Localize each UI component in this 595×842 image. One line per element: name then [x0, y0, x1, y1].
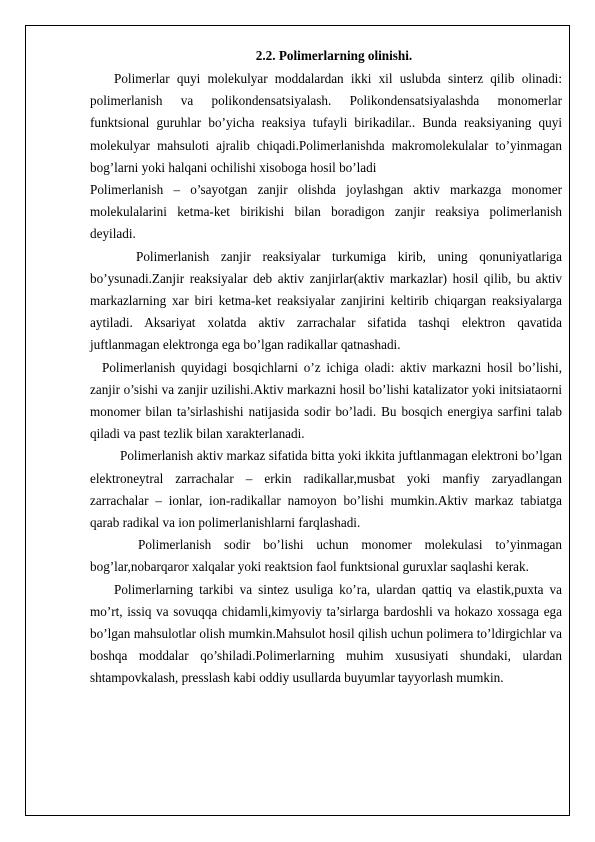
paragraph-active-centers: Polimerlanish aktiv markaz sifatida bitta yoki ikkita juftlanmagan elektroni bo’lgan elektroneytral zarrachalar – erkin radikallar,musbat yoki manfiy zaryadlangan zarrachalar – ionlar, ion-radikallar namoyon bo’lishi mumkin.Aktiv markaz tabiatga qarab radikal va ion polimerlanishlarni farqlashadi.	[90, 448, 562, 531]
paragraph-polymerization-definition: Polimerlanish – o’sayotgan zanjir olishda joylashgan aktiv markazga monomer molekulalarini ketma-ket birikishi bilan boradigon zanjir reaksiya polimerlanish deyiladi.	[90, 182, 562, 242]
paragraph-polymer-properties: Polimerlarning tarkibi va sintez usuliga ko’ra, ulardan qattiq va elastik,puxta va mo’rt, issiq va sovuqqa chidamli,kimyoviy ta’sirlarga bardoshli va hokazo xossaga ega bo’lgan mahsulotlar olish mumkin.Mahsulot hosil qilish uchun polimera to’ldirgichlar va boshqa moddalar qo’shiladi.Polimerlarning muhim xususiyati shundaki, ulardan shtampovkalash, presslash kabi oddiy usullarda buyumlar tayyorlash mumkin.	[90, 581, 562, 686]
paragraph-chain-reactions: Polimerlanish zanjir reaksiyalar turkumiga kirib, uning qonuniyatlariga bo’ysunadi.Zanjir reaksiyalar deb aktiv zanjirlar(aktiv markazlar) hosil qilib, bu aktiv markazlarning xar biri ketma-ket reaksiyalar zanjirini keltirib chiqargan reaksiyalarga aytiladi. Aksariyat xolatda aktiv zarrachalar sifatida tashqi elektron qavatida juftlanmagan elektronga ega bo’lgan radikallar qatnashadi.	[90, 248, 562, 353]
paragraph-polymerization-stages: Polimerlanish quyidagi bosqichlarni o’z ichiga oladi: aktiv markazni hosil bo’lishi, zanjir o’sishi va zanjir uzilishi.Aktiv markazni hosil bo’lishi katalizator yoki initsiataorni monomer bilan ta’sirlashishi natijasida sodir bo’ladi. Bu bosqich energiya sarfini talab qiladi va past tezlik bilan xarakterlanadi.	[90, 359, 562, 442]
section-title: 2.2. Polimerlarning olinishi.	[255, 48, 413, 63]
document-body	[90, 45, 562, 690]
paragraph-polymer-synthesis-methods: Polimerlar quyi molekulyar moddalardan ikki xil uslubda sinterz qilib olinadi: polimerlanish va polikondensatsiyalash. Polikondensatsiyalashda monomerlar funktsional guruhlar bo’yicha reaksiya tufayli birikadilar.. Bunda reaksiyaning quyi molekulyar mahsuloti ajralib chiqadi.Polimerlanishda makromolekulalar to’yinmagan bog’larni yoki halqani ochilishi xisoboga hosil bo’ladi	[90, 71, 562, 175]
paragraph-monomer-requirements: Polimerlanish sodir bo’lishi uchun monomer molekulasi to’yinmagan bog’lar,nobarqaror xalqalar yoki reaktsion faol funktsional guruxlar saqlashi kerak.	[90, 537, 562, 575]
